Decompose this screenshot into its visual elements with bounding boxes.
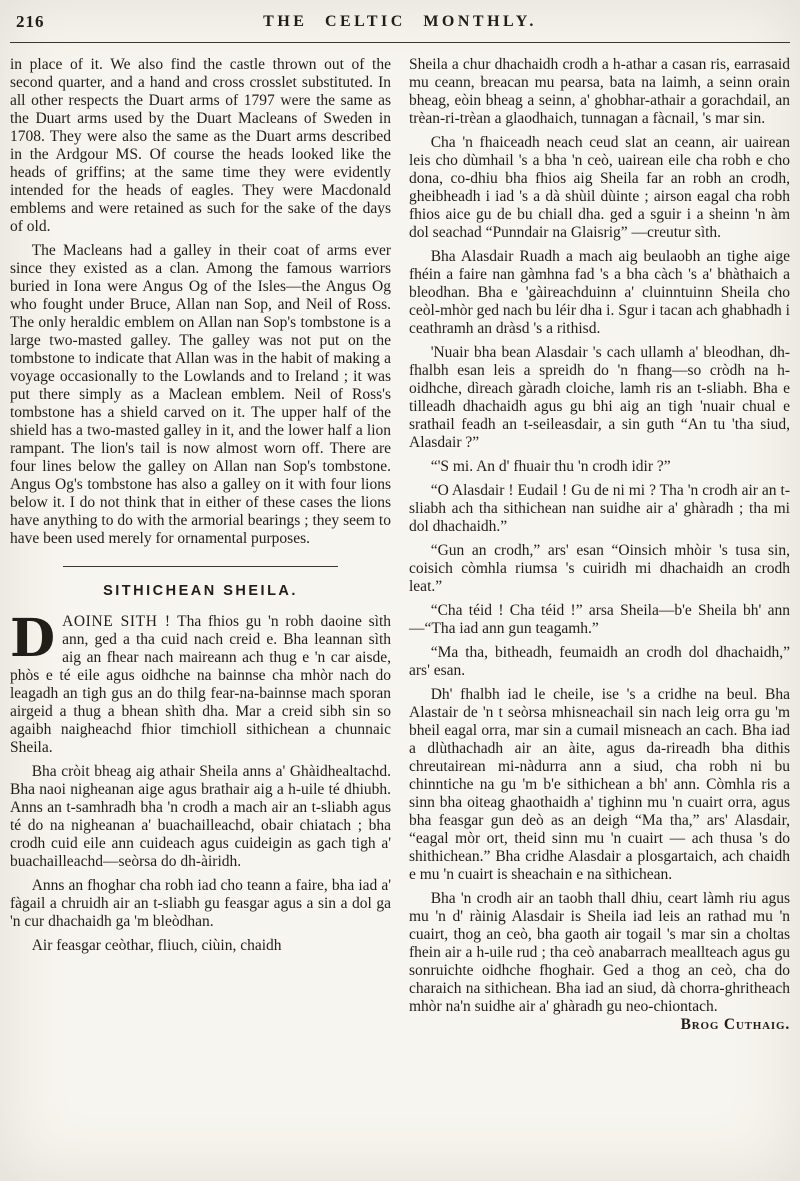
text-columns (10, 56, 790, 1034)
section-divider (63, 566, 337, 567)
page-number: 216 (16, 12, 45, 31)
article-paragraph: “Ma tha, bitheadh, feumaidh an crodh dol dhachaidh,” ars' esan. (409, 644, 790, 679)
article-paragraph: 'Nuair bha bean Alasdair 's cach ullamh a' bleodhan, dh-fhalbh esan leis a spreidh do 'n fhang—so cròdh na h-oidhche, dìreach gàradh cloiche, lamh ris an t-sliabh. Bha e tilleadh dhachaidh agus gu bhi aig an tigh 'nuair chual e srathail feadh an t-seileasdair, a sin guth “An tu 'tha siud, Alasdair ?” (409, 344, 790, 451)
left-column (10, 56, 391, 1034)
article-paragraph: in place of it. We also find the castle thrown out of the second quarter, and a hand and cross crosslet substituted. In all other respects the Duart arms of 1797 were the same as the Duart arms used by the Duart Macleans of Sweden in 1708. They were also the same as the Duart arms described in the Ardgour MS. Of course the heads looked like the heads of griffins; at the same time they were evidently intended for the heads of eagles. They were Macdonald emblems and were retained as such for the sake of the days of old. (10, 56, 391, 235)
article-paragraph: Bha cròit bheag aig athair Sheila anns a' Ghàidhealtachd. Bha naoi nigheanan aige agus brathair aig a h-uile té dhiubh. Anns an t-samhradh bha 'n crodh a mach air an t-sliabh agus té do na nigheanan a' buachailleachd, obair chiatach ; bha crodh cuid eile ann cuideach agus cuideigin as gach tigh a' buachailleachd—seòrsa do dh-àiridh. (10, 763, 391, 870)
article-paragraph: Air feasgar ceòthar, fliuch, ciùin, chaidh (31, 937, 282, 954)
section-heading: SITHICHEAN SHEILA. (103, 583, 298, 599)
sheila-article-left (10, 763, 391, 955)
article-paragraph: “'S mi. An d' fhuair thu 'n crodh idir ?” (430, 458, 671, 475)
article-paragraph: Dh' fhalbh iad le cheile, ise 's a cridhe na beul. Bha Alastair de 'n t seòrsa mhisneachail sin nach leig orra gu 'm bheil eagal orra, mar sin a cumail misneach an cach. Bha iad a dlùthachadh air an àite, agus da-rireadh bha dithis chreutairean mi-nàdurra ann a siud, cha robh ni bu chinntiche na gu 'm b'e sithichean a bh' ann. Còmhla ris a sinn bha oiteag ghaothaidh a' tighinn mu 'n cuairt orra, agus bha feasgar gun deò as an deigh “Ma tha,” ars' Alasdair, “eagal mòr ort, theid sinn mu 'n cuairt — ach thusa 's do shithichean.” Bha cridhe Alasdair a plosgartaich, ach chaidh e mu 'n cuairt is sheachain e na sìthichean. (409, 686, 790, 883)
closing-paragraph (409, 890, 790, 1033)
page-header (10, 10, 790, 36)
story-opening-paragraph (10, 608, 391, 757)
article-paragraph: Bha Alasdair Ruadh a mach aig beulaobh an tighe aige fhéin a faire nan gàmhna fad 's a bha càch 's a' bhàthaich a bleodhan. Bha e 'gàireachduinn a' cluinntuinn Sheila cho ceòl-mhòr ged nach bu léir dha i. Sgur i tacan ach ghabhadh i ceathramh an dràsd 's a rithisd. (409, 248, 790, 337)
heraldry-article (10, 56, 391, 548)
right-column (409, 56, 790, 1034)
opening-phrase: AOINE SITH ! (62, 613, 171, 630)
article-paragraph: Anns an fhoghar cha robh iad cho teann a faire, bha iad a' fàgail a chruidh air an t-sliabh gu feasgar agus a sin a dol ga 'n cur dhachaidh ga 'm bleòdhan. (10, 877, 391, 930)
closing-text: Bha 'n crodh air an taobh thall dhiu, ceart làmh riu agus mu 'n d' ràinig Alasdair is Sheila iad leis an rathad mu 'n cuairt, thog an ceò, bha gaoth air togail 's mar sin a choltas fhein air a h-uile rud ; tha ceò anabarrach meallteach agus gu sonruichte oidhche fhoghair. Ged a thog an ceò, cha do charaich na sithichean. Bha iad an siud, dà chorra-ghritheach mhòr na'n suidhe air a' ghàradh gu neo-chiontach. (409, 890, 790, 1015)
header-rule (10, 42, 790, 43)
article-paragraph: The Macleans had a galley in their coat of arms ever since they existed as a clan. Among the famous warriors buried in Iona were Angus Og of the Isles—the Angus Og who fought under Bruce, Allan nan Sop, and Neil of Ross. The only heraldic emblem on Allan nan Sop's tombstone is a large two-masted galley. The galley was not put on the tombstone to indicate that Allan was in the habit of making a voyage occasionally to the Lowlands and to Ireland ; it was put there simply as a Maclean emblem. Neil of Ross's tombstone has a shield carved on it. The upper half of the shield has a two-masted galley in it, and the lower half a lion rampant. The lion's tail is now almost worn off. There are four lines below the galley on Allan nan Sop's tombstone. Angus Og's tombstone has also a galley on it with four lions below it. I do not think that in either of these cases the lions have anything to do with the armorial bearings ; they seem to have been used merely for ornamental purposes. (10, 242, 391, 547)
article-paragraph: “Cha téid ! Cha téid !” arsa Sheila—b'e Sheila bh' ann—“Tha iad ann gun teagamh.” (409, 602, 790, 637)
article-paragraph: Sheila a chur dhachaidh crodh a h-athar a casan ris, earrasaid mu ceann, breacan mu pearsa, bata na laimh, a seinn orain bheag, eòin bheag a seinn, a' ghobhar-athair a gorachdail, an trèan-ri-trèan a glaodhaich, tunnagan a fàcnail, 's mar sin. (409, 56, 790, 127)
drop-cap: D (10, 608, 56, 669)
article-paragraph: “O Alasdair ! Eudail ! Gu de ni mi ? Tha 'n crodh air an t-sliabh ach tha sithichean nan suidhe air a' ghàradh ; tha mi dol dhachaidh.” (409, 482, 790, 535)
author-signature: Brog Cuthaig. (680, 1016, 790, 1033)
opening-text: Tha fhios gu 'n robh daoine sìth ann, ged a tha cuid nach creid e. Bha leannan sìth aig an fhear nach maireann ach thug e 'n car aisde, phòs e té eile agus oidhche na bainnse cha mhòr nach do leagadh an tigh gus an do thilg fear-na-bainnse mach sporan airgeid a thug a bhean shìth dha. Mar a creid sibh sin so agaibh naigheachd fhior timchioll sithichean a chunnaic Sheila. (10, 613, 391, 756)
article-paragraph: Cha 'n fhaiceadh neach ceud slat an ceann, air uairean leis cho dùmhail 's a bha 'n ceò, uairean eile cha robh e cho dona, co-dhiu bha fhios aig Sheila far an robh an crodh, gheibheadh i iad 's a dà shùil dùinte ; airson eagal cha robh fhios aice gu de bu chiall dha. ged a sguir i a sheinn 'n àm dol seachad “Punndair na Glaisrig” —creutur sìth. (409, 134, 790, 241)
article-paragraph: “Gun an crodh,” ars' esan “Oinsich mhòir 's tusa sin, coisich còmhla riumsa 's cuiridh mi dhachaidh an crodh leat.” (409, 542, 790, 595)
masthead-title: THE CELTIC MONTHLY. (263, 13, 537, 30)
sheila-article-right (409, 56, 790, 884)
